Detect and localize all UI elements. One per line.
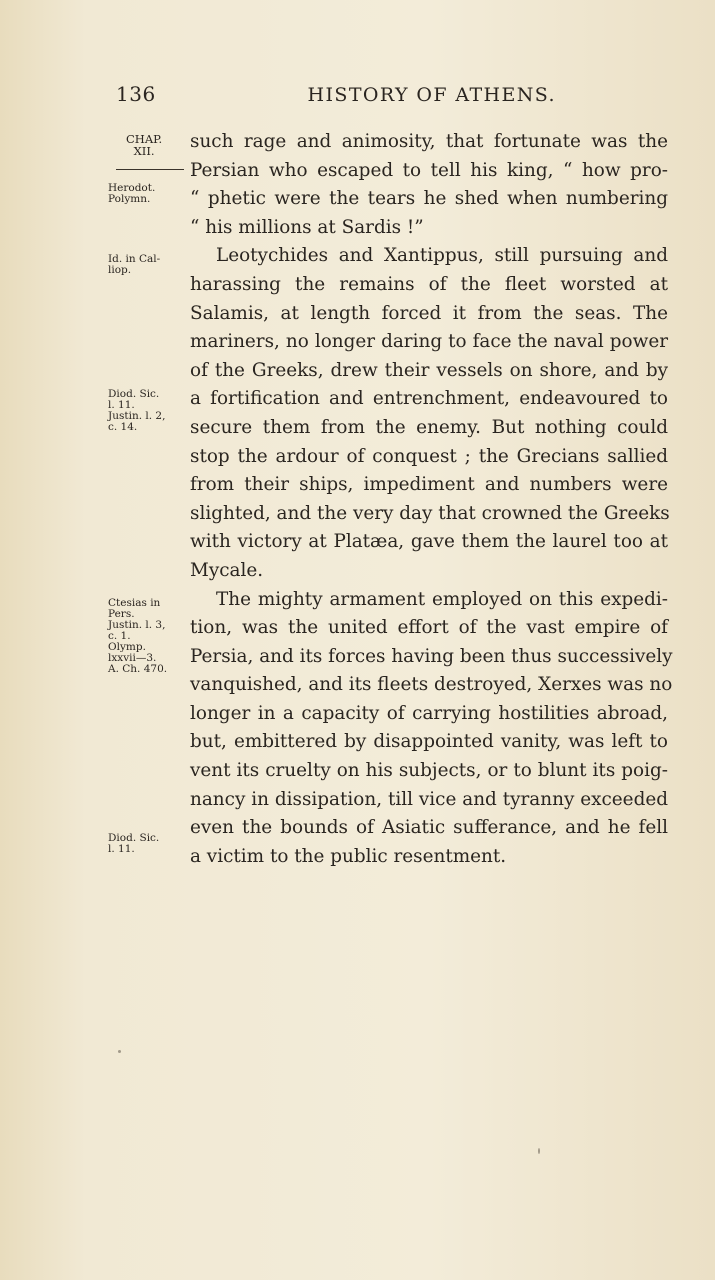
text-line: a victim to the public resentment. bbox=[190, 845, 507, 867]
text-line: even the bounds of Asiatic sufferance, and he fell bbox=[190, 817, 668, 839]
margin-note-line: lxxvii—3. bbox=[108, 652, 157, 664]
text-line: slighted, and the very day that crowned the Greeks bbox=[190, 502, 670, 524]
margin-note-id-in-caliop bbox=[108, 254, 184, 276]
margin-note-line: c. 1. bbox=[108, 630, 131, 642]
margin-note-line: l. 11. bbox=[108, 843, 135, 855]
text-line: vanquished, and its fleets destroyed, Xerxes was no bbox=[190, 674, 673, 696]
text-line: such rage and animosity, that fortunate was the bbox=[190, 131, 668, 152]
page-header bbox=[116, 82, 556, 112]
text-line: tion, was the united effort of the vast empire of bbox=[190, 617, 668, 639]
text-line: but, embittered by disappointed vanity, was left to bbox=[190, 731, 668, 753]
chapter-label-line2: XII. bbox=[133, 144, 155, 158]
text-line: Mycale. bbox=[190, 559, 264, 581]
text-line: of the Greeks, drew their vessels on shore, and by bbox=[190, 359, 668, 381]
margin-note-line: Diod. Sic. bbox=[108, 388, 160, 400]
margin-note-line: Id. in Cal- bbox=[108, 253, 161, 265]
text-line: The mighty armament employed on this expedi- bbox=[216, 588, 668, 610]
margin-note-herodot bbox=[108, 183, 184, 205]
margin-note-line: c. 14. bbox=[108, 421, 138, 433]
margin-note-ctesias bbox=[108, 598, 184, 675]
text-line: with victory at Platæa, gave them the laurel too at bbox=[190, 531, 668, 553]
margin-note-line: Pers. bbox=[108, 608, 135, 620]
text-line: harassing the remains of the fleet worsted at bbox=[190, 273, 668, 295]
margin-note-line: Olymp. bbox=[108, 641, 146, 653]
text-line: vent its cruelty on his subjects, or to blunt its poig- bbox=[190, 760, 668, 782]
text-line: “ his millions at Sardis !” bbox=[190, 216, 424, 238]
margin-note-line: l. 11. bbox=[108, 399, 135, 411]
running-head: HISTORY OF ATHENS. bbox=[307, 84, 556, 106]
text-line: nancy in dissipation, till vice and tyranny exceeded bbox=[190, 788, 668, 810]
text-line: from their ships, impediment and numbers were bbox=[190, 474, 668, 496]
text-line: “ phetic were the tears he shed when numbering bbox=[190, 188, 668, 210]
body-text bbox=[190, 128, 673, 871]
margin-note-line: Justin. l. 3, bbox=[108, 619, 166, 631]
text-line: Persia, and its forces having been thus successively bbox=[190, 645, 673, 667]
text-line: Leotychides and Xantippus, still pursuing and bbox=[216, 245, 668, 267]
paper-speck bbox=[538, 1148, 540, 1154]
margin-note-line: Herodot. bbox=[108, 182, 156, 194]
margin-note-diod-sic-1 bbox=[108, 389, 184, 433]
text-line: secure them from the enemy. But nothing could bbox=[190, 416, 668, 438]
text-line: Persian who escaped to tell his king, “ how pro- bbox=[190, 159, 668, 181]
chapter-label bbox=[126, 133, 162, 157]
chapter-rule bbox=[116, 169, 184, 170]
margin-note-line: Diod. Sic. bbox=[108, 832, 160, 844]
text-line: a fortification and entrenchment, endeavoured to bbox=[190, 388, 668, 410]
text-line: longer in a capacity of carrying hostilities abroad, bbox=[190, 702, 668, 724]
margin-note-line: A. Ch. 470. bbox=[108, 663, 168, 675]
paper-speck bbox=[118, 1050, 121, 1053]
chapter-label-line1: CHAP. bbox=[126, 132, 163, 146]
margin-note-diod-sic-2 bbox=[108, 833, 184, 855]
margin-note-line: Ctesias in bbox=[108, 597, 161, 609]
text-line: Salamis, at length forced it from the seas. The bbox=[190, 302, 668, 324]
text-line: stop the ardour of conquest ; the Grecians sallied bbox=[190, 445, 668, 467]
text-line: mariners, no longer daring to face the naval power bbox=[190, 331, 668, 353]
margin-note-line: Polymn. bbox=[108, 193, 151, 205]
page-number: 136 bbox=[116, 82, 156, 106]
margin-note-line: liop. bbox=[108, 264, 132, 276]
margin-note-line: Justin. l. 2, bbox=[108, 410, 166, 422]
